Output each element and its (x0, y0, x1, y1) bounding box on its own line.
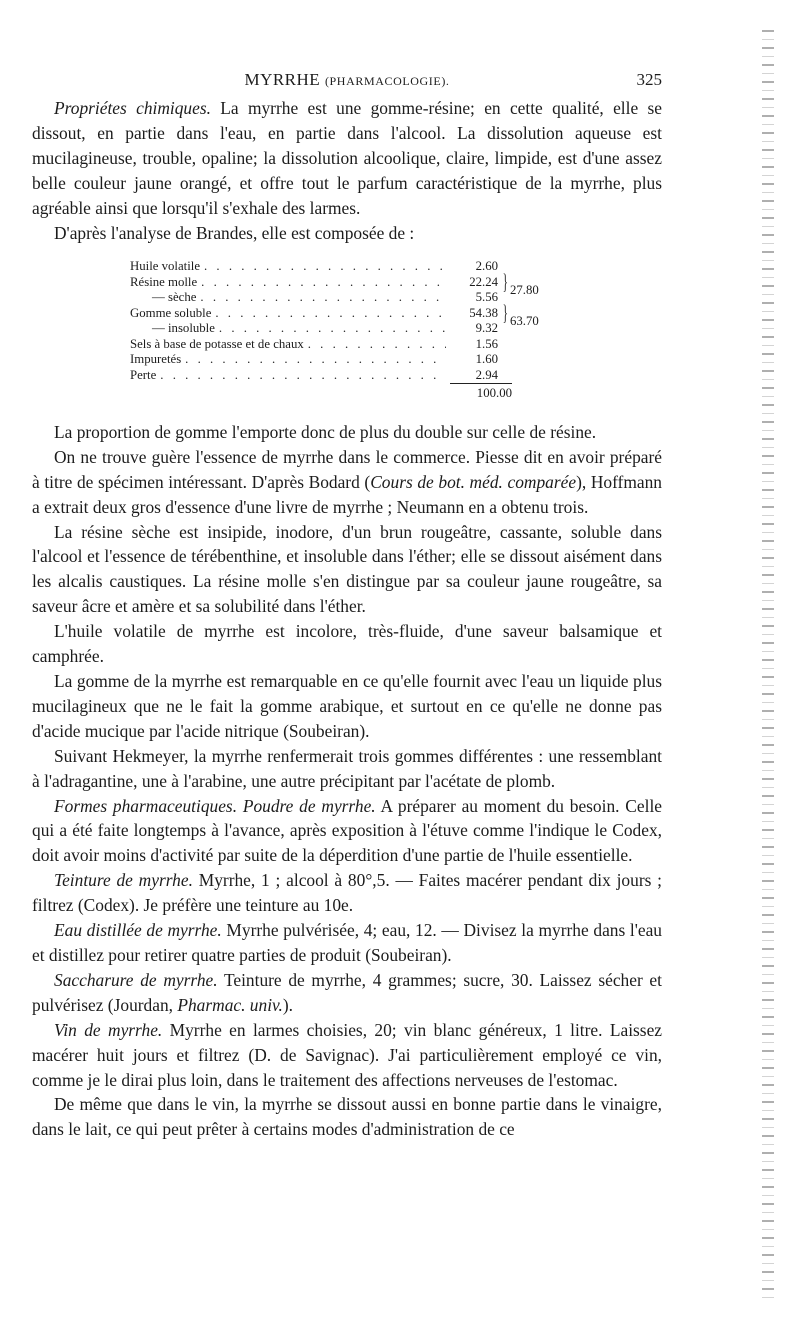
analysis-row (130, 299, 570, 328)
paragraph-hekmeyer: Suivant Hekmeyer, la myrrhe renfermerait trois gommes différentes : une ressemblant à l'adragantine, une à l'arabine, une autre précipitant par l'acétate de plomb. (32, 745, 662, 791)
leader-dots (308, 337, 446, 353)
analysis-row (130, 368, 570, 384)
paragraph-text: ). (282, 994, 293, 1015)
analysis-total: 100.00 (450, 383, 512, 402)
analysis-value: 9.32 (475, 321, 498, 336)
paragraph-lead: Saccharure de myrrhe. (54, 969, 218, 990)
analysis-label: Perte (130, 367, 157, 382)
paragraph-text: On ne trouve guère l'essence de myrrhe dans le commerce. Piesse dit en avoir préparé à titre de spécimen intéressant. D'après Bodard ( (32, 446, 662, 492)
paragraph-vinaigre: De même que dans le vin, la myrrhe se dissout aussi en bonne partie dans le vinaigre, dans le lait, ce qui peut prêter à certains modes d'administration de ce (32, 1094, 662, 1140)
paragraph-text: Myrrhe, 1 ; alcool à 80°,5. — Faites macérer pendant dix jours ; filtrez (Codex). Je préfère une teinture au 10e. (32, 870, 663, 916)
paragraph-vin (32, 1018, 662, 1093)
analysis-value: 5.56 (475, 290, 498, 305)
running-title-main: MYRRHE (244, 70, 321, 89)
analysis-subtotal-value: 63.70 (510, 313, 539, 328)
analysis-value: 54.38 (469, 305, 498, 320)
paragraph-text: La myrrhe est une gomme-résine; en cette qualité, elle se dissout, en partie dans l'eau, en partie dans l'alcool. La dissolution aqueuse est mucilagineuse, trouble, opaline; la dissolution alcoolique, claire, limpide, est d'une assez belle couleur jaune orangé, et offre tout le parfum caractéristique de la myrrhe, plus agréable ainsi que lorsqu'il s'exhale des larmes. (32, 98, 662, 218)
paragraph-text: ), Hoffmann a extrait deux gros d'essence d'une livre de myrrhe ; Neumann en a obtenu trois. (32, 471, 662, 517)
analysis-row (130, 337, 570, 353)
citation-title: Pharmac. univ. (177, 994, 283, 1015)
paragraph-lead: Propriétes chimiques. (54, 98, 211, 118)
leader-dots (160, 368, 446, 384)
leader-dots (201, 275, 446, 291)
analysis-subtotal (498, 299, 570, 328)
paragraph-gomme: La gomme de la myrrhe est remarquable en ce qu'elle fournit avec l'eau un liquide plus mucilagineux que ne le fait la gomme arabique, et surtout en ce qu'elle ne donne pas d'acide mucique par l'acide nitrique (Soubeiran). (32, 671, 662, 741)
analysis-label: Huile volatile (130, 259, 201, 274)
paragraph-resine: La résine sèche est insipide, inodore, d'un brun rougeâtre, cassante, soluble dans l'alcool et l'essence de térébenthine, et insoluble dans l'éther; elle se dissout aisément dans les alcalis caustiques. La résine molle s'en distingue par sa couleur jaune rougeâtre, sa saveur âcre et amère et sa solubilité dans l'éther. (32, 521, 662, 617)
paragraph-text: Teinture de myrrhe, 4 grammes; sucre, 30. Laissez sécher et pulvérisez (Jourdan, (32, 969, 662, 1015)
leader-dots (215, 306, 446, 322)
analysis-label: — sèche (152, 290, 197, 305)
paragraph-lead: Teinture de myrrhe. (54, 870, 193, 891)
analysis-value: 1.60 (475, 352, 498, 367)
paragraph-lead: Formes pharmaceutiques. Poudre de myrrhe. (54, 795, 376, 816)
paragraph-formes (32, 794, 662, 869)
paragraph-brandes-intro: D'après l'analyse de Brandes, elle est composée de : (54, 222, 415, 243)
analysis-label: — insoluble (152, 321, 215, 336)
paragraph-proportion: La proportion de gomme l'emporte donc de plus du double sur celle de résine. (54, 421, 597, 442)
analysis-row (130, 268, 570, 297)
book-page (32, 68, 662, 1142)
paragraph-huile: L'huile volatile de myrrhe est incolore, très-fluide, d'une saveur balsamique et camphrée. (32, 621, 662, 667)
paragraph-lead: Vin de myrrhe. (54, 1019, 163, 1040)
page-number: 325 (636, 70, 662, 89)
leader-dots (185, 352, 446, 368)
analysis-subtotal (498, 268, 570, 297)
paragraph-proprietes (32, 96, 662, 221)
paragraph-saccharure (32, 968, 662, 1018)
analysis-label: Impuretés (130, 352, 182, 367)
analysis-label: Résine molle (130, 274, 198, 289)
analysis-value: 2.60 (475, 259, 498, 274)
analysis-label: Sels à base de potasse et de chaux (130, 336, 304, 351)
leader-dots (204, 259, 446, 275)
paragraph-teinture (32, 868, 662, 918)
brace-mark: } (502, 268, 508, 294)
paragraph-text: Myrrhe pulvérisée, 4; eau, 12. — Divisez la myrrhe dans l'eau et distillez pour retirer quatre parties de produit (Soubeiran). (32, 920, 663, 965)
paragraph-essence (32, 445, 662, 520)
paragraph-text: A préparer au moment du besoin. Celle qui a été faite longtemps à l'avance, après exposition à l'étuve comme l'indique le Codex, doit avoir moins d'activité par suite de la déperdition d'une partie de l'huile essentielle. (32, 795, 662, 866)
analysis-table (130, 259, 570, 402)
analysis-row (130, 352, 570, 368)
running-title (32, 68, 662, 94)
citation-title: Cours de bot. méd. comparée (370, 471, 577, 492)
analysis-value: 1.56 (475, 336, 498, 351)
running-title-sub: (PHARMACOLOGIE). (324, 74, 450, 88)
brace-mark: } (502, 299, 508, 325)
paragraph-text: Myrrhe en larmes choisies, 20; vin blanc généreux, 1 litre. Laissez macérer huit jours et filtrez (D. de Savignac). J'ai particulièrement employé ce vin, comme je le dirai plus loin, dans le traitement des affections nerveuses de l'estomac. (32, 1019, 663, 1090)
leader-dots (200, 290, 446, 306)
paragraph-eau-distillee (32, 918, 662, 968)
page-header (32, 68, 662, 94)
analysis-value: 22.24 (469, 274, 498, 289)
paragraph-lead: Eau distillée de myrrhe. (54, 920, 222, 941)
analysis-label: Gomme soluble (130, 305, 212, 320)
scan-edge-artifact (762, 30, 774, 1300)
analysis-value: 2.94 (475, 367, 498, 382)
analysis-subtotal-value: 27.80 (510, 282, 539, 297)
leader-dots (219, 321, 446, 337)
